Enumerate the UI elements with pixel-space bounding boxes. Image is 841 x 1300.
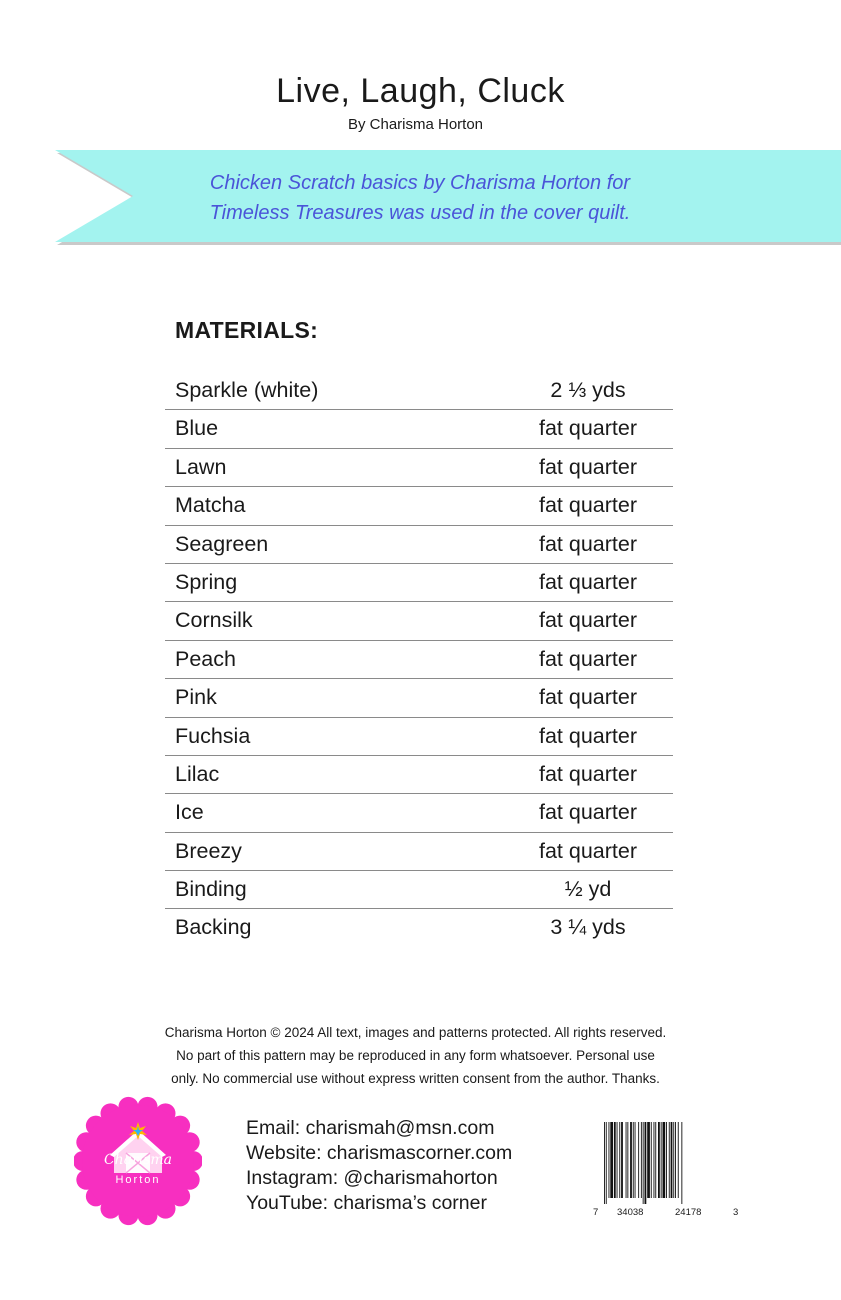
copyright-line-2: No part of this pattern may be reproduced in any form whatsoever. Personal use	[176, 1048, 655, 1063]
material-qty: 2 ⅓ yds	[550, 378, 626, 402]
material-row	[165, 909, 673, 947]
material-qty: fat quarter	[539, 838, 637, 863]
material-qty: fat quarter	[539, 685, 637, 710]
material-name: Fuchsia	[175, 723, 251, 748]
banner-text	[130, 168, 710, 228]
material-qty: fat quarter	[539, 454, 637, 479]
material-row	[165, 372, 673, 410]
material-name: Peach	[175, 646, 236, 671]
material-name: Spring	[175, 569, 238, 594]
material-row	[165, 449, 673, 487]
material-name: Sparkle (white)	[175, 378, 319, 402]
material-qty: 3 ¼ yds	[550, 915, 626, 940]
material-row	[165, 602, 673, 640]
contact-instagram[interactable]: Instagram: @charismahorton	[246, 1167, 498, 1189]
copyright-line-1: Charisma Horton © 2024 All text, images and patterns protected. All rights reserved.	[164, 1025, 667, 1040]
materials-list	[165, 372, 673, 948]
materials-heading: MATERIALS:	[175, 317, 319, 343]
contact-website[interactable]: Website: charismascorner.com	[246, 1142, 513, 1164]
material-row	[165, 564, 673, 602]
material-qty: fat quarter	[539, 723, 637, 748]
material-name: Pink	[175, 685, 217, 710]
material-row	[165, 641, 673, 679]
banner-line-2: Timeless Treasures was used in the cover quilt.	[209, 202, 631, 224]
material-qty: fat quarter	[539, 531, 637, 556]
material-qty: ½ yd	[564, 877, 612, 902]
material-row	[165, 794, 673, 832]
material-row	[165, 526, 673, 564]
material-name: Ice	[175, 800, 204, 825]
copyright-line-3: only. No commercial use without express written consent from the author. Thanks.	[171, 1071, 660, 1086]
contact-email[interactable]: Email: charismah@msn.com	[246, 1117, 495, 1139]
material-row	[165, 833, 673, 871]
barcode-check-digit: 3	[733, 1207, 739, 1218]
material-row	[165, 679, 673, 717]
material-name: Lilac	[175, 761, 220, 786]
material-qty: fat quarter	[539, 569, 637, 594]
logo-subname: Horton	[115, 1174, 161, 1186]
material-qty: fat quarter	[539, 646, 637, 671]
material-qty: fat quarter	[539, 608, 637, 633]
material-name: Matcha	[175, 493, 246, 518]
material-name: Seagreen	[175, 531, 269, 556]
material-qty: fat quarter	[539, 800, 637, 825]
material-row	[165, 718, 673, 756]
material-row	[165, 410, 673, 448]
barcode-group-2: 24178	[675, 1207, 702, 1218]
material-name: Cornsilk	[175, 608, 253, 633]
barcode-icon	[604, 1122, 726, 1204]
material-qty: fat quarter	[539, 416, 637, 441]
page-title: Live, Laugh, Cluck	[276, 72, 565, 110]
material-row	[165, 871, 673, 909]
contact-youtube[interactable]: YouTube: charisma’s corner	[246, 1192, 487, 1214]
material-name: Backing	[175, 915, 252, 940]
material-qty: fat quarter	[539, 761, 637, 786]
banner-line-1: Chicken Scratch basics by Charisma Horton for	[209, 172, 631, 194]
material-name: Binding	[175, 877, 247, 902]
material-name: Blue	[175, 416, 219, 441]
barcode-group-1: 34038	[617, 1207, 644, 1218]
material-qty: fat quarter	[539, 493, 637, 518]
copyright-notice	[0, 1021, 831, 1090]
material-name: Lawn	[175, 454, 227, 479]
byline: By Charisma Horton	[347, 116, 484, 133]
material-row	[165, 487, 673, 525]
logo-name: Charisma	[103, 1152, 173, 1168]
contact-info	[246, 1116, 512, 1216]
material-row	[165, 756, 673, 794]
barcode-lead-digit: 7	[593, 1207, 599, 1218]
material-name: Breezy	[175, 838, 242, 863]
